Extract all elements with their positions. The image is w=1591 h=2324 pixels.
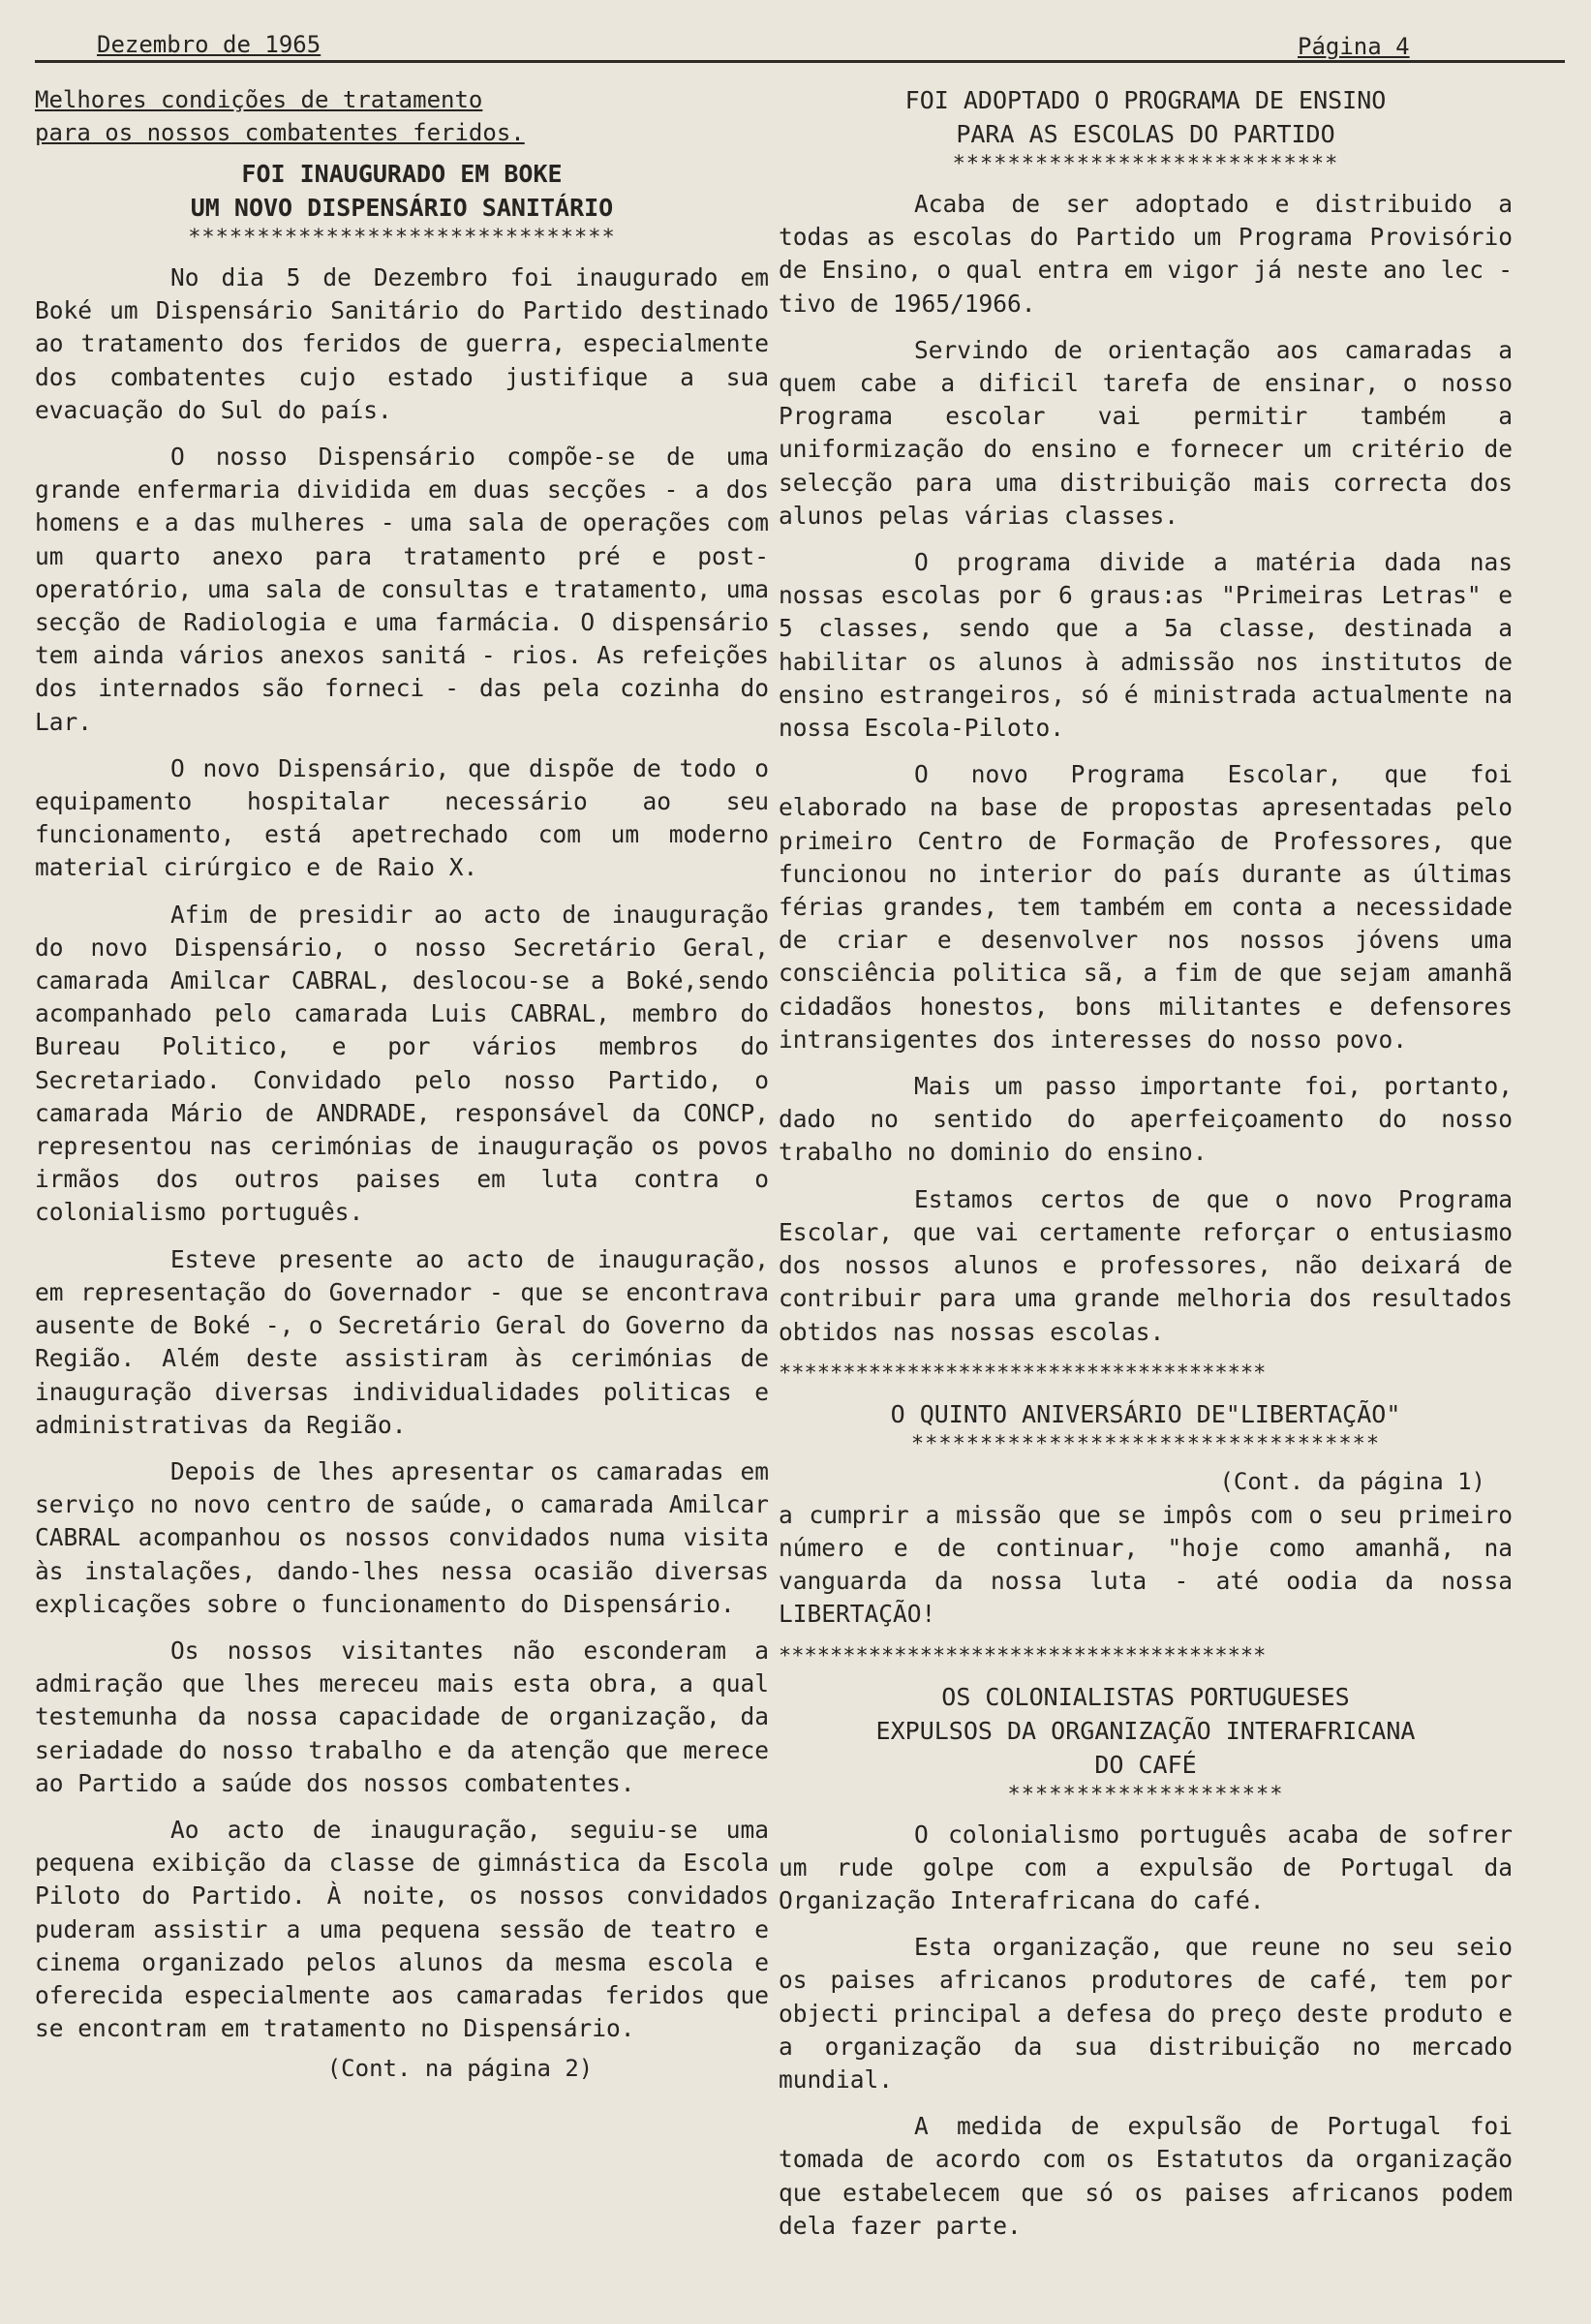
article-title-line2: EXPULSOS DA ORGANIZAÇÃO INTERAFRICANA <box>875 1716 1416 1745</box>
title-stars: **************************** <box>952 153 1339 176</box>
article-paragraph: Depois de lhes apresentar os camaradas em serviço no novo centro de saúde, o camarada Amilcar CABRAL acompanhou os nossos convidados numa visita às instalações, dando-lhes nessa ocasião diversas explicações sobre o funcionamento do Dispensário. <box>35 1456 769 1618</box>
article-paragraph: O novo Programa Escolar, que foi elaborado na base de propostas apresentadas pelo primeiro Centro de Formação de Professores, que funcionou no interior do país durante as últimas férias grandes, tem também em conta a necessidade de criar e desenvolver nos nossos jóvens uma consciência politica sã, a fim de que sejam amanhã cidadãos honestos, bons militantes e defensores intransigentes dos interesses do nosso povo. <box>779 760 1513 1054</box>
article-paragraph: Estamos certos de que o novo Programa Escolar, que vai certamente reforçar o entusiasmo dos nossos alunos e professores, não deixará de contribuir para uma grande melhoria dos resultados obtidos nas nossas escolas. <box>779 1184 1513 1346</box>
article-paragraph: O colonialismo português acaba de sofrer um rude golpe com a expulsão de Portugal da Organização Interafricana do café. <box>779 1819 1513 1914</box>
title-stars: ******************** <box>1007 1783 1284 1807</box>
article-paragraph: Esteve presente ao acto de inauguração, em representação do Governador - que se encontrava ausente de Boké -, o Secretário Geral do Governo da Região. Além deste assistiram às cerimónias de inauguração diversas individualidades politicas e administrativas da Região. <box>35 1244 769 1439</box>
article-title-line3: DO CAFÉ <box>1094 1750 1197 1779</box>
continued-note: (Cont. na página 2) <box>326 2055 594 2083</box>
article-paragraph: Acaba de ser adoptado e distribuido a todas as escolas do Partido um Programa Provisório de Ensino, o qual entra em vigor já neste ano lec - tivo de 1965/1966. <box>779 190 1513 318</box>
article-paragraph: Mais um passo importante foi, portanto, dado no sentido do aperfeiçoamento do nosso trabalho no dominio do ensino. <box>779 1072 1513 1167</box>
header-rule <box>35 60 1565 63</box>
article-paragraph: O programa divide a matéria dada nas nossas escolas por 6 graus:as "Primeiras Letras" e 5 classes, sendo que a 5a classe, destinada a habilitar os alunos à admissão nos institutos de ensino estrangeiros, só é ministrada actualmente na nossa Escola-Piloto. <box>779 548 1513 743</box>
title-stars: ********************************** <box>910 1432 1381 1456</box>
article-title: O QUINTO ANIVERSÁRIO DE"LIBERTAÇÃO" <box>890 1399 1401 1428</box>
article-paragraph: Servindo de orientação aos camaradas a quem cabe a dificil tarefa de ensinar, o nosso Programa escolar vai permitir também a uniformização do ensino e fornecer um critério de selecção para uma distribuição mais correcta dos alunos pelas várias classes. <box>779 335 1513 530</box>
article-kicker: Melhores condições de tratamento para os nossos combatentes feridos. <box>35 86 525 146</box>
article-paragraph: Esta organização, que reune no seu seio os paises africanos produtores de café, tem por objecti principal a defesa do preço deste produto e a organização da sua distribuição no mercado mundial. <box>779 1933 1513 2094</box>
article-title-line1: OS COLONIALISTAS PORTUGUESES <box>941 1682 1350 1711</box>
article-paragraph: Os nossos visitantes não esconderam a admiração que lhes mereceu mais esta obra, a qual testemunha da nossa capacidade de organização, da seriadade do nosso trabalho e da atenção que merece ao Partido a saúde dos nossos combatentes. <box>35 1636 769 1797</box>
continued-from-note: (Cont. da página 1) <box>1219 1467 1485 1495</box>
article-paragraph: Ao acto de inauguração, seguiu-se uma pequena exibição da classe de gimnástica da Escola Piloto do Partido. À noite, os nossos convidados puderam assistir a uma pequena sessão de teatro e cinema organizado pelos alunos da mesma escola e oferecida especialmente aos camaradas feridos que se encontram em tratamento no Dispensário. <box>35 1815 769 2043</box>
article-paragraph: Afim de presidir ao acto de inauguração do novo Dispensário, o nosso Secretário Geral, camarada Amilcar CABRAL, deslocou-se a Boké,sendo acompanhado pelo camarada Luis CABRAL, membro do Bureau Politico, e por vários membros do Secretariado. Convidado pelo nosso Partido, o camarada Mário de ANDRADE, responsável da CONCP, representou nas cerimónias de inauguração os povos irmãos dos outros paises em luta contra o colonialismo português. <box>35 900 769 1227</box>
issue-date: Dezembro de 1965 <box>97 31 321 58</box>
section-separator: ************************************** <box>779 1361 1267 1386</box>
article-paragraph: O nosso Dispensário compõe-se de uma grande enfermaria dividida em duas secções - a dos homens e a das mulheres - uma sala de operações com um quarto anexo para tratamento pré e post-operatório, uma sala de consultas e tratamento, uma secção de Radiologia e uma farmácia. O dispensário tem ainda vários anexos sanitá - rios. As refeições dos internados são forneci - das pela cozinha do Lar. <box>35 443 769 736</box>
article-paragraph: a cumprir a missão que se impôs com o seu primeiro número e de continuar, "hoje como amanhã, na vanguarda da nossa luta - até oodia da nossa LIBERTAÇÃO! <box>779 1500 1513 1629</box>
article-title-line2: PARA AS ESCOLAS DO PARTIDO <box>956 120 1335 148</box>
left-column <box>35 83 769 2082</box>
article-title-line1: FOI ADOPTADO O PROGRAMA DE ENSINO <box>904 86 1387 114</box>
section-separator: ************************************** <box>779 1644 1267 1668</box>
article-paragraph: No dia 5 de Dezembro foi inaugurado em Boké um Dispensário Sanitário do Partido destinado ao tratamento dos feridos de guerra, especialmente dos combatentes cujo estado justifique a sua evacuação do Sul do país. <box>35 263 769 424</box>
right-column <box>779 83 1513 2256</box>
article-paragraph: A medida de expulsão de Portugal foi tomada de acordo com os Estatutos da organização que estabelecem que só os paises africanos podem dela fazer parte. <box>779 2112 1513 2240</box>
article-title-line2: UM NOVO DISPENSÁRIO SANITÁRIO <box>190 194 614 222</box>
article-title-line1: FOI INAUGURADO EM BOKE <box>241 160 563 188</box>
page-number: Página 4 <box>1298 33 1410 60</box>
title-stars: ******************************* <box>188 227 616 250</box>
article-paragraph: O novo Dispensário, que dispõe de todo o equipamento hospitalar necessário ao seu funcionamento, está apetrechado com um moderno material cirúrgico e de Raio X. <box>35 753 769 882</box>
